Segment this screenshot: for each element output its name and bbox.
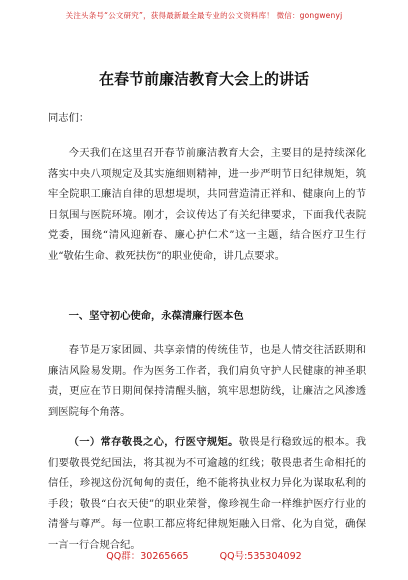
page-title: 在春节前廉洁教育大会上的讲话 [98, 70, 309, 88]
footer-qq-number: QQ号:535304092 [219, 551, 302, 562]
paragraph-intro: 今天我们在这里召开春节前廉洁教育大会，主要目的是持续深化落实中央八项规定及其实施细则精神，进一步严明节日纪律规矩，筑牢全院职工廉洁自律的思想堤坝，共同营造清正祥和、健康向上的节日氛围与医院环境。刚才，会议传达了有关纪律要求，下面我代表院党委，围绕“清风迎新春、廉心护仁术”这一主题，结合医疗卫生行业“敬佑生命、救死扶伤”的职业使命，讲几点要求。 [48, 147, 366, 262]
sub-heading-1: （一）常存敬畏之心，行医守规矩。 [68, 436, 239, 448]
section-heading-1: 一、坚守初心使命，永葆清廉行医本色 [68, 310, 244, 322]
paragraph-section-1: 春节是万家团圆、共享亲情的传统佳节，也是人情交往活跃期和廉洁风险易发期。作为医务工作者，我们肩负守护人民健康的神圣职责，更应在节日期间保持清醒头脑，筑牢思想防线，让廉洁之风渗透到医院每个角落。 [48, 344, 366, 418]
footer-qq-group: QQ群：30265665 [106, 551, 189, 562]
footer-contact [0, 548, 408, 562]
header-promo-note: 关注头条号“公文研究”，获得最新最全最专业的公文资料库！ 微信：gongwenyj [65, 11, 343, 20]
subsection-body: 敬畏是行稳致远的根本。我们要敬畏党纪国法，将其视为不可逾越的红线；敬畏患者生命相托的信任，珍视这份沉甸甸的责任，绝不能将执业权力异化为谋取私利的手段；敬畏“白衣天使”的职业荣誉，像珍视生命一样维护医疗行业的清誉与尊严。每一位职工都应将纪律规矩融入日常、化为自觉，确保一言一行合规合纪。 [48, 436, 367, 551]
paragraph-subsection-1 [48, 432, 366, 556]
salutation: 同志们： [48, 112, 90, 124]
